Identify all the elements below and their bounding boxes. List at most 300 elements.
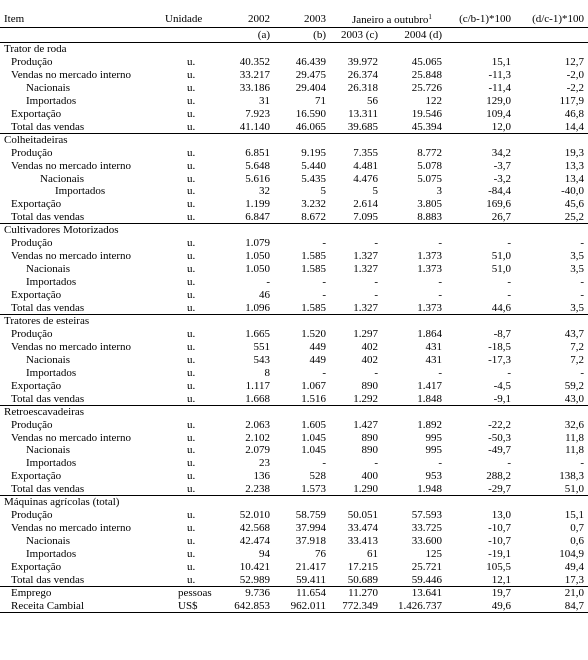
row-value: - — [322, 457, 326, 469]
row-value: 84,7 — [564, 600, 584, 612]
row-value: 26,7 — [491, 211, 511, 223]
row-value: 117,9 — [559, 95, 584, 107]
row-value: 1.045 — [301, 444, 326, 456]
table-row — [0, 329, 588, 340]
row-unit: u. — [187, 121, 196, 133]
row-value: 25.848 — [411, 69, 442, 81]
header-row-2 — [0, 30, 588, 41]
row-value: 642.853 — [234, 600, 270, 612]
row-value: 1.045 — [301, 432, 326, 444]
row-value: - — [374, 289, 378, 301]
row-value: - — [438, 457, 442, 469]
row-unit: u. — [187, 82, 196, 94]
row-value: 46 — [259, 289, 270, 301]
row-value: 1.848 — [417, 393, 442, 405]
row-label: Importados — [55, 185, 106, 197]
row-value: 5.616 — [245, 173, 270, 185]
row-value: 7.355 — [353, 147, 378, 159]
row-value: 3,5 — [570, 250, 584, 262]
row-value: - — [374, 457, 378, 469]
row-value: 50.051 — [347, 509, 378, 521]
row-value: 1.079 — [245, 237, 270, 249]
row-value: 3.805 — [417, 198, 442, 210]
row-value: 5.075 — [417, 173, 442, 185]
row-value: 3 — [436, 185, 442, 197]
row-value: -22,2 — [488, 419, 511, 431]
row-unit: u. — [187, 95, 196, 107]
row-value: 59.446 — [411, 574, 442, 586]
table-row — [0, 251, 588, 262]
row-value: - — [580, 237, 584, 249]
row-value: 7,2 — [570, 341, 584, 353]
row-value: 104,9 — [559, 548, 584, 560]
row-value: 61 — [367, 548, 378, 560]
row-value: 1.585 — [301, 250, 326, 262]
row-label: Produção — [11, 419, 53, 431]
row-unit: u. — [187, 276, 196, 288]
header-bottom-rule — [0, 42, 588, 43]
row-value: 1.373 — [417, 263, 442, 275]
row-value: 33.474 — [347, 522, 378, 534]
row-value: 59.411 — [296, 574, 326, 586]
header-col-d: 2004 (d) — [404, 29, 442, 41]
header-rule — [0, 27, 588, 28]
section-title-row — [0, 225, 588, 236]
row-value: 25.726 — [411, 82, 442, 94]
row-unit: u. — [187, 574, 196, 586]
row-unit: US$ — [178, 600, 198, 612]
table-row — [0, 122, 588, 133]
row-value: 431 — [425, 341, 442, 353]
row-label: Exportação — [11, 470, 62, 482]
row-unit: u. — [187, 483, 196, 495]
row-value: -2,2 — [566, 82, 584, 94]
table-row — [0, 96, 588, 107]
row-value: 5.078 — [417, 160, 442, 172]
row-value: - — [438, 276, 442, 288]
table-row — [0, 212, 588, 223]
table-row — [0, 277, 588, 288]
row-value: 449 — [309, 341, 326, 353]
row-value: -2,0 — [566, 69, 584, 81]
row-value: 1.117 — [245, 380, 270, 392]
row-value: 1.373 — [417, 250, 442, 262]
row-value: 14,4 — [564, 121, 584, 133]
row-value: 13,4 — [564, 173, 584, 185]
row-value: 7.095 — [353, 211, 378, 223]
row-value: 1.520 — [301, 328, 326, 340]
section-title-row — [0, 135, 588, 146]
row-unit: u. — [187, 470, 196, 482]
row-value: 45,6 — [564, 198, 584, 210]
row-unit: u. — [187, 69, 196, 81]
row-value: 2.614 — [353, 198, 378, 210]
row-value: 11,8 — [565, 444, 584, 456]
table-row — [0, 471, 588, 482]
row-value: 3,5 — [570, 302, 584, 314]
row-value: 15,1 — [564, 509, 584, 521]
row-value: 6.851 — [245, 147, 270, 159]
row-value: 9.736 — [245, 587, 270, 599]
row-value: 1.668 — [245, 393, 270, 405]
row-value: 15,1 — [491, 56, 511, 68]
section-title: Cultivadores Motorizados — [4, 224, 119, 236]
table-row — [0, 161, 588, 172]
table-row — [0, 420, 588, 431]
row-label: Vendas no mercado interno — [11, 432, 132, 444]
row-value: -3,7 — [493, 160, 511, 172]
row-value: - — [438, 367, 442, 379]
row-value: 1.585 — [301, 302, 326, 314]
row-unit: u. — [187, 535, 196, 547]
row-value: - — [580, 457, 584, 469]
table-row — [0, 368, 588, 379]
row-label: Vendas no mercado interno — [11, 250, 132, 262]
row-value: -3,2 — [493, 173, 511, 185]
row-label: Importados — [26, 367, 77, 379]
section-rule — [0, 405, 588, 406]
header-unidade: Unidade — [165, 13, 203, 25]
row-value: 551 — [253, 341, 270, 353]
table-row — [0, 109, 588, 120]
row-unit: u. — [187, 108, 196, 120]
row-value: 33.186 — [239, 82, 270, 94]
row-value: 25,2 — [564, 211, 584, 223]
row-unit: u. — [187, 263, 196, 275]
row-value: 39.972 — [347, 56, 378, 68]
row-value: 1.516 — [301, 393, 326, 405]
row-value: 34,2 — [491, 147, 511, 159]
row-unit: u. — [187, 509, 196, 521]
row-value: 3,5 — [570, 263, 584, 275]
header-col-a: (a) — [257, 29, 270, 41]
row-label: Exportação — [11, 561, 62, 573]
row-value: 1.665 — [245, 328, 270, 340]
row-value: 13.311 — [348, 108, 378, 120]
row-value: 41.140 — [239, 121, 270, 133]
row-value: 33.217 — [239, 69, 270, 81]
row-value: 4.481 — [353, 160, 378, 172]
row-label: Receita Cambial — [11, 600, 84, 612]
row-value: 1.297 — [353, 328, 378, 340]
row-value: 1.605 — [301, 419, 326, 431]
row-unit: u. — [187, 367, 196, 379]
row-value: 1.050 — [245, 250, 270, 262]
row-value: 49,4 — [564, 561, 584, 573]
row-value: 17.215 — [347, 561, 378, 573]
row-unit: u. — [187, 185, 196, 197]
row-value: - — [507, 289, 511, 301]
row-value: 2.063 — [245, 419, 270, 431]
row-value: 26.318 — [347, 82, 378, 94]
row-value: 33.600 — [411, 535, 442, 547]
row-value: 42.474 — [239, 535, 270, 547]
table-row — [0, 290, 588, 301]
row-value: 543 — [253, 354, 270, 366]
table-row — [0, 458, 588, 469]
table-row — [0, 523, 588, 534]
row-label: Exportação — [11, 289, 62, 301]
row-value: 129,0 — [486, 95, 511, 107]
row-unit: u. — [187, 211, 196, 223]
header-period: Janeiro a outubro$^1$ — [352, 13, 432, 26]
row-value: - — [266, 276, 270, 288]
header-col-b: (b) — [313, 29, 326, 41]
row-value: 890 — [361, 444, 378, 456]
row-label: Emprego — [11, 587, 52, 599]
row-value: 16.590 — [295, 108, 326, 120]
header-ratio-2: (d/c-1)*100 — [532, 13, 584, 25]
table-row — [0, 303, 588, 314]
row-unit: u. — [187, 147, 196, 159]
row-value: 21.417 — [295, 561, 326, 573]
row-value: 125 — [425, 548, 442, 560]
table-row — [0, 394, 588, 405]
row-value: 1.050 — [245, 263, 270, 275]
row-value: 52.989 — [239, 574, 270, 586]
row-value: 138,3 — [559, 470, 584, 482]
section-title: Máquinas agrícolas (total) — [4, 496, 120, 508]
row-value: 1.892 — [417, 419, 442, 431]
row-value: 12,7 — [564, 56, 584, 68]
row-value: 2.079 — [245, 444, 270, 456]
row-value: 5 — [372, 185, 378, 197]
row-value: 1.327 — [353, 250, 378, 262]
row-value: 11.654 — [296, 587, 326, 599]
row-value: -11,4 — [488, 82, 511, 94]
section-title-row — [0, 316, 588, 327]
row-value: 8.672 — [301, 211, 326, 223]
table-row — [0, 57, 588, 68]
row-value: 1.427 — [353, 419, 378, 431]
row-value: 25.721 — [411, 561, 442, 573]
table-bottom-rule — [0, 612, 588, 613]
row-label: Vendas no mercado interno — [11, 341, 132, 353]
row-value: 1.199 — [245, 198, 270, 210]
row-value: - — [507, 276, 511, 288]
row-value: -84,4 — [488, 185, 511, 197]
row-label: Importados — [26, 95, 77, 107]
row-unit: u. — [187, 160, 196, 172]
row-unit: u. — [187, 250, 196, 262]
row-label: Importados — [26, 548, 77, 560]
section-rule — [0, 133, 588, 134]
row-value: - — [438, 237, 442, 249]
row-value: -11,3 — [488, 69, 511, 81]
row-value: 1.573 — [301, 483, 326, 495]
row-value: 890 — [361, 380, 378, 392]
row-unit: u. — [187, 56, 196, 68]
row-value: 105,5 — [486, 561, 511, 573]
row-label: Produção — [11, 328, 53, 340]
table-row — [0, 342, 588, 353]
row-value: 44,6 — [491, 302, 511, 314]
row-value: 449 — [309, 354, 326, 366]
row-unit: u. — [187, 354, 196, 366]
row-value: 528 — [309, 470, 326, 482]
row-value: 13,3 — [564, 160, 584, 172]
row-value: 49,6 — [491, 600, 511, 612]
row-unit: u. — [187, 289, 196, 301]
row-value: - — [580, 289, 584, 301]
row-value: -9,1 — [493, 393, 511, 405]
row-value: 0,6 — [570, 535, 584, 547]
row-value: 431 — [425, 354, 442, 366]
header-2003: 2003 — [304, 13, 326, 25]
row-label: Produção — [11, 509, 53, 521]
row-label: Exportação — [11, 380, 62, 392]
row-unit: u. — [187, 393, 196, 405]
row-label: Vendas no mercado interno — [11, 522, 132, 534]
row-value: -17,3 — [488, 354, 511, 366]
row-label: Vendas no mercado interno — [11, 160, 132, 172]
row-label: Produção — [11, 147, 53, 159]
row-unit: u. — [187, 444, 196, 456]
header-2002: 2002 — [248, 13, 270, 25]
row-value: 57.593 — [411, 509, 442, 521]
row-value: 1.948 — [417, 483, 442, 495]
table-row — [0, 536, 588, 547]
row-value: 7.923 — [245, 108, 270, 120]
row-value: 11.270 — [348, 587, 378, 599]
row-value: 29.475 — [295, 69, 326, 81]
row-value: 42.568 — [239, 522, 270, 534]
row-value: 12,1 — [491, 574, 511, 586]
table-row — [0, 381, 588, 392]
row-value: 31 — [259, 95, 270, 107]
row-unit: u. — [187, 173, 196, 185]
row-value: 45.065 — [411, 56, 442, 68]
row-value: - — [507, 367, 511, 379]
table-row — [0, 510, 588, 521]
row-value: 1.292 — [353, 393, 378, 405]
row-value: 26.374 — [347, 69, 378, 81]
row-label: Importados — [26, 457, 77, 469]
row-value: 52.010 — [239, 509, 270, 521]
row-unit: u. — [187, 198, 196, 210]
table-row — [0, 83, 588, 94]
row-unit: u. — [187, 341, 196, 353]
row-value: -49,7 — [488, 444, 511, 456]
row-value: 772.349 — [342, 600, 378, 612]
row-label: Produção — [11, 56, 53, 68]
row-value: -29,7 — [488, 483, 511, 495]
header-ratio-1: (c/b-1)*100 — [459, 13, 511, 25]
row-unit: u. — [187, 561, 196, 573]
row-label: Nacionais — [26, 263, 70, 275]
row-unit: u. — [187, 432, 196, 444]
row-value: -40,0 — [561, 185, 584, 197]
row-value: 12,0 — [491, 121, 511, 133]
row-value: 13.641 — [411, 587, 442, 599]
row-label: Exportação — [11, 108, 62, 120]
row-value: 169,6 — [486, 198, 511, 210]
row-unit: u. — [187, 237, 196, 249]
row-label: Total das vendas — [11, 211, 85, 223]
row-value: 6.847 — [245, 211, 270, 223]
row-value: 46,8 — [564, 108, 584, 120]
header-row-1 — [0, 14, 588, 25]
row-label: Total das vendas — [11, 121, 85, 133]
row-value: -50,3 — [488, 432, 511, 444]
row-value: 46.065 — [295, 121, 326, 133]
row-value: 400 — [361, 470, 378, 482]
row-value: 995 — [425, 444, 442, 456]
row-label: Nacionais — [26, 354, 70, 366]
row-value: 32 — [259, 185, 270, 197]
row-value: -8,7 — [493, 328, 511, 340]
table-row — [0, 445, 588, 456]
row-value: 7,2 — [570, 354, 584, 366]
row-value: 5.435 — [301, 173, 326, 185]
row-value: - — [374, 276, 378, 288]
table-row — [0, 199, 588, 210]
row-label: Nacionais — [26, 82, 70, 94]
row-value: 1.327 — [353, 263, 378, 275]
row-value: 1.290 — [353, 483, 378, 495]
row-value: 43,0 — [564, 393, 584, 405]
row-unit: u. — [187, 328, 196, 340]
row-value: - — [580, 276, 584, 288]
row-value: 39.685 — [347, 121, 378, 133]
row-unit: u. — [187, 380, 196, 392]
row-unit: pessoas — [178, 587, 212, 599]
row-value: 13,0 — [491, 509, 511, 521]
row-unit: u. — [187, 457, 196, 469]
row-value: 288,2 — [486, 470, 511, 482]
row-value: 1.096 — [245, 302, 270, 314]
row-value: 10.421 — [239, 561, 270, 573]
table-row — [0, 575, 588, 586]
row-value: 122 — [425, 95, 442, 107]
table-row — [0, 562, 588, 573]
row-value: 109,4 — [486, 108, 511, 120]
section-title: Retroescavadeiras — [4, 406, 85, 418]
table-row — [0, 186, 588, 197]
table-row — [0, 174, 588, 185]
row-label: Total das vendas — [11, 302, 85, 314]
table-row — [0, 264, 588, 275]
row-value: 32,6 — [564, 419, 584, 431]
row-value: 5.648 — [245, 160, 270, 172]
row-value: 8.883 — [417, 211, 442, 223]
table-row — [0, 484, 588, 495]
row-value: 890 — [361, 432, 378, 444]
row-value: 29.404 — [295, 82, 326, 94]
footer-row — [0, 588, 588, 599]
row-value: 4.476 — [353, 173, 378, 185]
row-value: 51,0 — [564, 483, 584, 495]
row-unit: u. — [187, 302, 196, 314]
row-label: Nacionais — [26, 535, 70, 547]
row-value: - — [322, 367, 326, 379]
row-value: 995 — [425, 432, 442, 444]
row-label: Total das vendas — [11, 574, 85, 586]
row-value: 58.759 — [295, 509, 326, 521]
row-value: -10,7 — [488, 522, 511, 534]
row-value: -10,7 — [488, 535, 511, 547]
row-value: 56 — [367, 95, 378, 107]
row-unit: u. — [187, 522, 196, 534]
row-value: 21,0 — [564, 587, 584, 599]
row-value: 33.725 — [411, 522, 442, 534]
table-row — [0, 549, 588, 560]
row-label: Importados — [26, 276, 77, 288]
row-value: 3.232 — [301, 198, 326, 210]
row-value: 136 — [253, 470, 270, 482]
row-value: 8.772 — [417, 147, 442, 159]
row-value: 2.102 — [245, 432, 270, 444]
